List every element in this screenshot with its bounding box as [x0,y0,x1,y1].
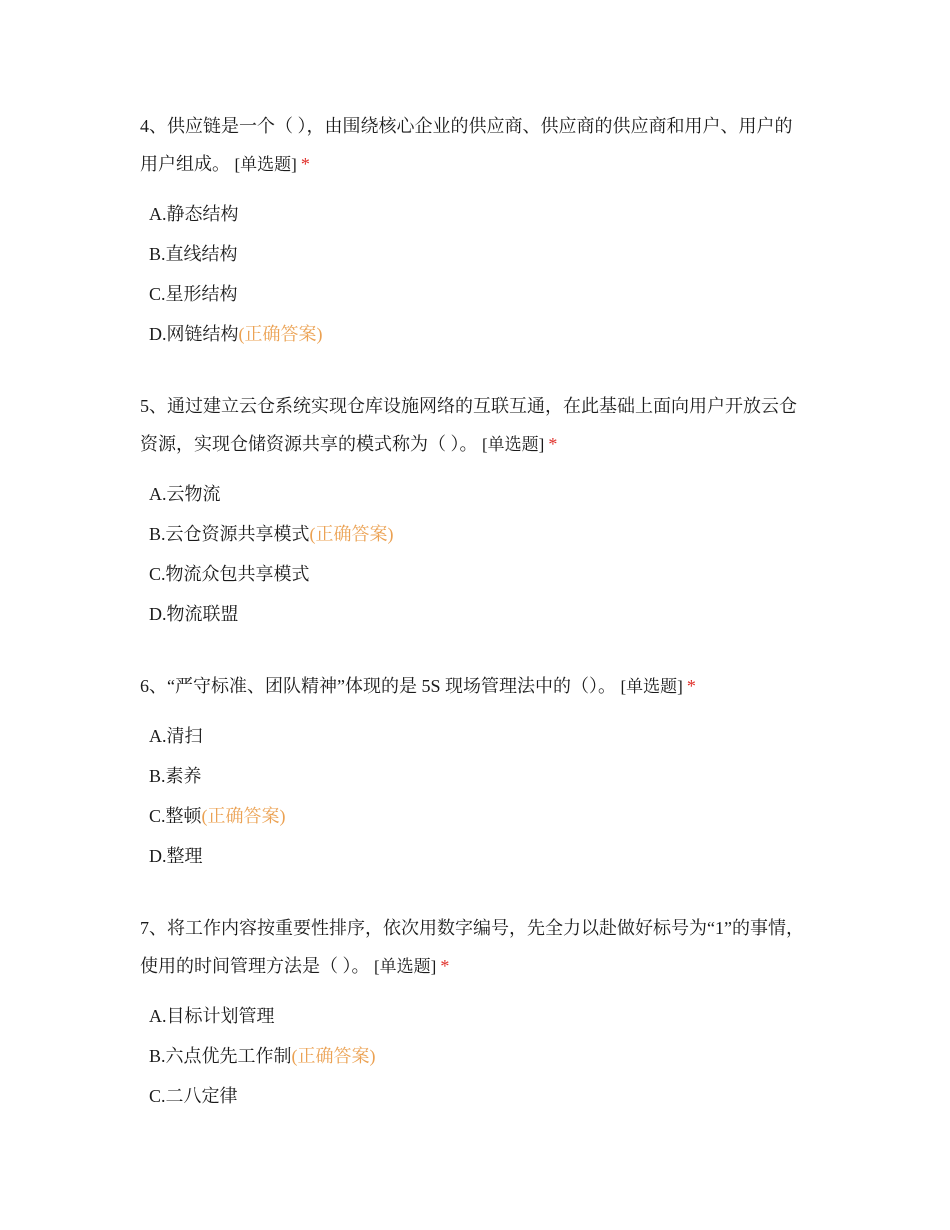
question-stem-text: 5、通过建立云仓系统实现仓库设施网络的互联互通，在此基础上面向用户开放云仓资源，实现仓储资源共享的模式称为（ ）。 [140,396,797,454]
option-text: C.星形结构 [149,284,238,304]
option-b[interactable] [149,234,810,274]
required-marker: * [440,956,450,976]
question-stem [140,667,810,706]
option-text: C.整顿 [149,806,202,826]
correct-answer-label: (正确答案) [238,324,323,344]
question-stem-text: 7、将工作内容按重要性排序，依次用数字编号，先全力以赴做好标号为“1”的事情，使用的时间管理方法是（ ）。 [140,918,804,976]
option-text: B.六点优先工作制 [149,1046,292,1066]
option-b[interactable] [149,756,810,796]
required-marker: * [300,154,310,174]
question-stem [140,107,810,184]
option-text: D.物流联盟 [149,604,239,624]
option-a[interactable] [149,194,810,234]
option-c[interactable] [149,274,810,314]
question-4 [140,107,810,354]
question-type-tag: [单选题] [374,957,437,976]
option-text: B.素养 [149,766,202,786]
option-b[interactable] [149,1036,810,1076]
question-5 [140,387,810,634]
question-stem [140,387,810,464]
question-type-tag: [单选题] [234,155,297,174]
option-a[interactable] [149,474,810,514]
question-stem [140,909,810,986]
option-a[interactable] [149,716,810,756]
option-b[interactable] [149,514,810,554]
option-c[interactable] [149,1076,810,1116]
option-text: A.清扫 [149,726,203,746]
option-text: A.云物流 [149,484,221,504]
option-text: D.整理 [149,846,203,866]
option-text: B.云仓资源共享模式 [149,524,310,544]
required-marker: * [686,676,696,696]
option-text: A.静态结构 [149,204,239,224]
question-type-tag: [单选题] [620,677,683,696]
option-list [140,194,810,354]
option-text: B.直线结构 [149,244,238,264]
option-list [140,716,810,876]
option-text: C.物流众包共享模式 [149,564,310,584]
option-a[interactable] [149,996,810,1036]
question-type-tag: [单选题] [482,435,545,454]
option-d[interactable] [149,836,810,876]
question-stem-text: 4、供应链是一个（ ），由围绕核心企业的供应商、供应商的供应商和用户、用户的用户组成。 [140,116,793,174]
correct-answer-label: (正确答案) [291,1046,376,1066]
option-text: C.二八定律 [149,1086,238,1106]
question-7 [140,909,810,1116]
correct-answer-label: (正确答案) [201,806,286,826]
option-list [140,996,810,1116]
correct-answer-label: (正确答案) [309,524,394,544]
option-list [140,474,810,634]
option-text: D.网链结构 [149,324,239,344]
question-6 [140,667,810,876]
option-c[interactable] [149,796,810,836]
question-stem-text: 6、“严守标准、团队精神”体现的是 5S 现场管理法中的（）。 [140,676,616,696]
option-c[interactable] [149,554,810,594]
required-marker: * [548,434,558,454]
option-d[interactable] [149,594,810,634]
option-text: A.目标计划管理 [149,1006,275,1026]
option-d[interactable] [149,314,810,354]
